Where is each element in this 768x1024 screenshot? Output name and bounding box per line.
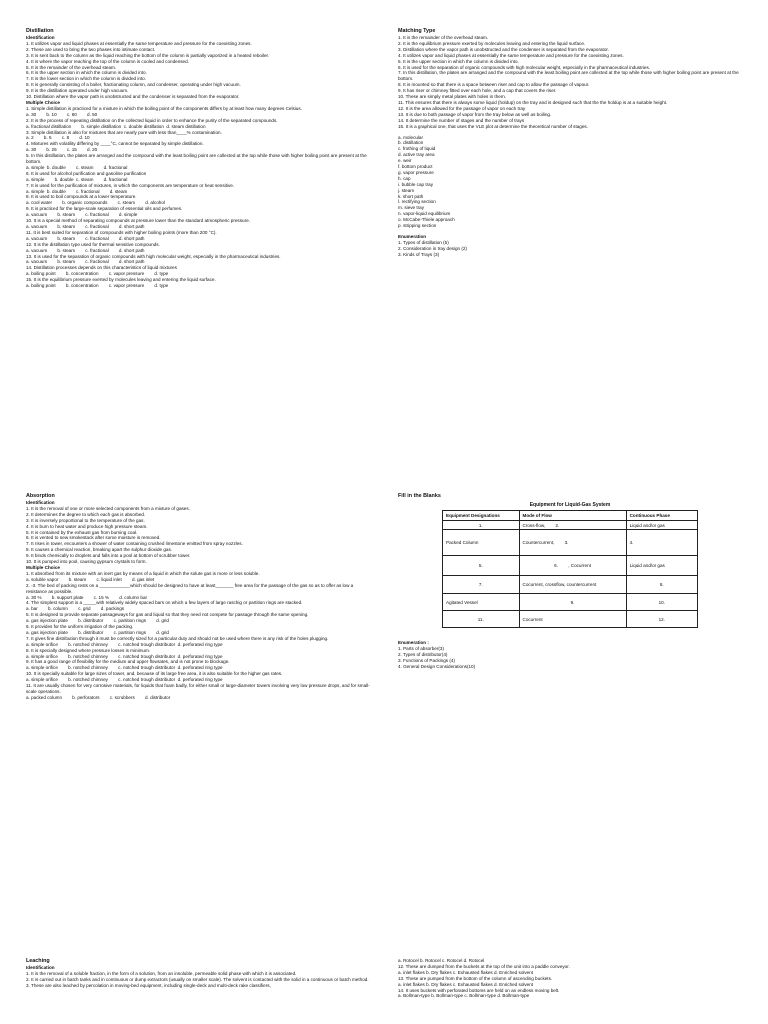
matching-type-section: [398, 28, 743, 258]
list-item: f. bottom product: [398, 164, 433, 170]
list-item: 8. It is generally consisting of a boiler, fractionating column, and condenser, operating under high vacuum.: [26, 82, 241, 88]
answer-options: a. 30 b. 25 c. 15 d. 20: [26, 147, 98, 153]
list-item: 1. It is the remainder of the overhead steam.: [398, 35, 489, 40]
section-title: Absorption: [26, 493, 55, 499]
list-item: 8. It causes a chemical reaction, breaking apart the sulphur dioxide gas.: [26, 547, 173, 553]
table-cell: Liquid and/or gas: [626, 556, 697, 576]
list-item: 6. It is the upper section in which the column is divided into.: [26, 70, 147, 76]
subsection-title: Identification: [26, 500, 55, 505]
list-item: l. rectifying section: [398, 199, 436, 205]
answer-options: a. simple orifice b. notched chimney c. notched trough distributor d. perforated ring type: [26, 641, 223, 647]
multiple-choice-list: [26, 106, 371, 289]
list-item: a. Rotocel b. Rotocel c. Rotocel d. Rotocel: [398, 958, 485, 963]
list-item: 8. It is mounted so that there is a space between riser and cap to allow the passage of vapour.: [398, 82, 590, 88]
table-cell: Cross-flow, 2.: [519, 521, 626, 530]
list-item: a. inlet flakes b. Dry flakes c. Exhausted flakes d. Enriched solvent: [398, 969, 534, 975]
list-item: 9. It binds chemically to droplets and falls into a pool at bottom of scrubber tower.: [26, 553, 191, 559]
distillation-section: [26, 28, 371, 289]
answer-options: a. cool water b. organic compounds c. steam d. alcohol: [26, 200, 165, 206]
section-title: Leaching: [26, 958, 50, 964]
identification-list: [26, 506, 371, 565]
column-header: Continuous Phase: [626, 511, 697, 521]
question: 12. It is the distillation type used for thermal sensitive compounds.: [26, 241, 160, 247]
list-item: 12. These are dumped from the buckets at the top of the unit into a paddle conveyor.: [398, 963, 570, 969]
list-item: 2. It is carried out in batch tanks and in continuous or dump extractors (usually on smaller scale). The solvent is contacted with the solid in a continuous or batch method.: [26, 976, 369, 982]
answer-options: a. vacuum b. steam c. fractional d. short path: [26, 247, 145, 253]
identification-list: [26, 971, 371, 989]
table-row: [443, 530, 698, 556]
list-item: 4. General Design Considerations(10): [398, 663, 476, 669]
question: 13. It is used for the separation of organic compounds with high molecular weight, especially in the pharmaceutical industries.: [26, 253, 281, 259]
list-item: 4. It utilizes vapor and liquid phases at essentially the same temperature and pressure for the coexisting zones.: [398, 52, 624, 58]
answer-options: a. vacuum b. steam c. fractional d. short path: [26, 224, 145, 229]
list-item: 10. These are simply metal plates with holes in them.: [398, 94, 506, 100]
list-item: 11. This ensures that there is always some liquid (holdup) on the tray and is designed such that the the holdup is at a suitable height.: [398, 99, 668, 105]
matching-choices-list: [398, 135, 743, 230]
table-cell: 1.: [443, 521, 520, 530]
list-item: 7. It rises in tower, encounters a shower of water containing crushed limestone emitted from spray nozzles.: [26, 541, 243, 547]
list-item: 5. It is the upper section in which the column is divided into.: [398, 58, 519, 64]
list-item: 9. It has riser or chimney fitted over each hole, and a cap that covers the riser.: [398, 88, 557, 94]
list-item: k. short path: [398, 193, 424, 199]
question: 11. It is best suited for separation of compounds with higher boiling points (more than 200 °C).: [26, 229, 217, 235]
table-header-row: [443, 511, 698, 521]
table-row: [443, 576, 698, 594]
question: 7. It is used for the purification of mixtures, in which the components are temperature or heat sensitive.: [26, 182, 235, 188]
list-item: p. stripping section: [398, 223, 437, 229]
answer-options: a. gas injection plate b. distributor c. partition rings d. grid: [26, 618, 169, 624]
column-header: Mode of Flow: [519, 511, 626, 521]
answer-options: a. simple orifice b. notched chimney c. notched trough distributor d. perforated ring type: [26, 665, 223, 671]
list-item: 9. It is the distillation operated under high vacuum.: [26, 88, 129, 94]
fill-blanks-section: [398, 493, 743, 500]
subsection-title: Identification: [26, 35, 55, 40]
list-item: 10. It is pumped into pool, causing gypsum crystals to form.: [26, 559, 147, 565]
list-item: 14. It uses buckets with perforated bottoms are held on an endless moving belt.: [398, 987, 560, 993]
list-item: 2. It is the equilibrium pressure exerted by molecules leaving and entering the liquid surface.: [398, 40, 586, 46]
table-cell: 9.: [519, 594, 626, 611]
table-cell: 11.: [443, 611, 520, 628]
list-item: 7. It is the lower section in which the column is divided into.: [26, 76, 147, 82]
answer-options: a. 30 b. 10 c. 60 d. 50: [26, 111, 98, 117]
table-cell: Cocurrent, crossflow, countercurrent: [519, 576, 626, 594]
section-title: Distillation: [26, 28, 54, 34]
table-cell: 5.: [443, 556, 520, 576]
list-item: 2. These are used to bring the two phases into intimate contact.: [26, 46, 156, 52]
answer-options: a. packed column b. perforators c. scrubbers d. distributor: [26, 694, 171, 700]
table-cell: 8.: [626, 576, 697, 594]
answer-options: a. vacuum b. steam c. fractional d. short path: [26, 259, 145, 265]
question: 6. It provides for the uniform irrigation of the packing.: [26, 624, 134, 630]
list-item: a. inlet flakes b. Dry flakes c. Exhausted flakes d. Enriched solvent: [398, 981, 534, 987]
question: 2. It is the process of repeating distillation on the collected liquid in order to enhance the purity of the separated compounds.: [26, 117, 278, 123]
list-item: 2. Consideration in tray design (2): [398, 245, 467, 251]
list-item: 1. Parts of absorber(3): [398, 645, 444, 651]
question: 2. -3. The bed of packing rests on a ____________which should be designed to have at least_______ free area for the passage of the gas so as to offer as low a resistance as possible.: [26, 582, 354, 594]
multiple-choice-list: [26, 571, 371, 701]
question: 4. The simplest support is a _____with relatively widely spaced bars on which a few layers of large raschig or partition rings are stacked.: [26, 600, 303, 606]
list-item: 5. It is contained by the exhaust gas from burning coal.: [26, 529, 138, 535]
list-item: 3. It is inversely proportional to the temperature of the gas.: [26, 517, 145, 523]
table-row: [443, 556, 698, 576]
question: 5. It is designed to provide separate passageways for gas and liquid so that they need not compete for passage through the same opening.: [26, 612, 309, 618]
matching-items-list: [398, 35, 743, 130]
list-item: 3. Kinds of Trays (3): [398, 251, 440, 257]
table-cell: Cocurrent: [519, 611, 626, 628]
list-item: a. Bollman-type b. Bollman-type c. Bollman-type d. Bollman-type: [398, 993, 530, 999]
enumeration-list: [398, 240, 743, 258]
list-item: 3. It is sent back to the column as the liquid reaching the bottom of the column is partially vaporized in a heated reboiler.: [26, 52, 270, 58]
list-item: 1. Types of distillation (5): [398, 239, 449, 245]
list-item: d. active tray area: [398, 152, 435, 158]
list-item: e. weir: [398, 158, 412, 164]
list-item: 6. It is used for the separation of organic compounds with high molecular weight, especially in the pharmaceutical industries.: [398, 64, 651, 70]
question: 8. It is specially designed where pressure losses is minimum.: [26, 647, 151, 653]
list-item: 1. It is the removal of a soluble fraction, in the form of a solution, from an insoluble, permeable solid phase with which it is associated.: [26, 970, 297, 976]
list-item: 4. It is burn to heat water and produce high pressure steam.: [26, 523, 148, 529]
enumeration-list: [398, 646, 743, 670]
enumeration-title: Enumeration: [398, 234, 427, 239]
answer-options: a. simple b. double c. steam d. fractional: [26, 176, 128, 182]
list-item: j. steam: [398, 187, 415, 193]
answer-options: a. 30 % b. support plate c. 15 % d. column bar: [26, 594, 148, 600]
column-header: Equipment Designations: [443, 511, 520, 521]
multiple-choice-list: [398, 958, 743, 999]
list-item: b. distillation: [398, 140, 424, 146]
question: 1. Simple distillation is practiced for a mixture in which the boiling point of the components differs by at least how many degrees Celsius.: [26, 105, 302, 111]
list-item: 3. Distillation where the vapor path is unobstructed and the condenser is separated from the evaporator.: [398, 46, 609, 52]
list-item: 14. It determine the number of stages and the number of trays: [398, 117, 525, 123]
table-title: Equipment for Liquid-Gas System: [529, 502, 611, 508]
list-item: 1. It is the removal of one or more selected components from a mixture of gases.: [26, 505, 190, 511]
section-title: Fill in the Blanks: [398, 493, 441, 499]
table-cell: Packed Column: [443, 530, 520, 556]
list-item: h. cap: [398, 175, 411, 181]
list-item: a. molecular: [398, 134, 424, 140]
subsection-title: Identification: [26, 965, 55, 970]
list-item: 6. It is vented to new smokestack after some moisture is removed.: [26, 535, 161, 541]
section-title: Matching Type: [398, 28, 436, 34]
list-item: m. sieve tray: [398, 205, 425, 211]
identification-list: [26, 41, 371, 100]
table-row: [443, 521, 698, 530]
list-item: 13. These are pumped from the bottom of the column of ascending buckets.: [398, 975, 553, 981]
subsection-title: Multiple Choice: [26, 99, 60, 105]
question: 8. It is used to boil compounds at a lower temperature.: [26, 194, 137, 200]
answer-options: a. simple b. double c. fractional d. steam: [26, 188, 128, 194]
list-item: i. bubble cap tray: [398, 181, 433, 187]
list-item: g. vapor pressure: [398, 169, 434, 175]
table-row: [443, 594, 698, 611]
table-cell: 4.: [626, 530, 697, 556]
leaching-section: [26, 958, 371, 989]
question: 15. It is the equilibrium pressure exerted by molecules leaving and entering the liquid surface.: [26, 277, 216, 283]
answer-options: a. bar b. column c. grid d. packings: [26, 606, 125, 612]
list-item: 4. It is where the vapor reaching the top of the column is cooled and condensed.: [26, 58, 189, 64]
table-cell: 7.: [443, 576, 520, 594]
question: 1. It absorbed from its mixture with an inert gas by means of a liquid in which the solute gas is more or less soluble.: [26, 570, 260, 576]
table-cell: Agitated Vessel: [443, 594, 520, 611]
answer-options: a. fractional distillation b. simple distillation c. double distillation d. steam distillation: [26, 123, 206, 129]
answer-options: a. 2 b. 5 c. 8 d. 10: [26, 135, 90, 141]
answer-options: a. boiling point b. concentration c. vapor pressure d. type: [26, 283, 169, 289]
answer-options: a. simple orifice b. notched chimney c. notched trough distributor d. perforated ring type: [26, 677, 223, 683]
leaching-mc-section: [398, 958, 743, 999]
table-cell: 10.: [626, 594, 697, 611]
table-cell: 6. , Cocurrent: [519, 556, 626, 576]
list-item: 12. It is the area allowed for the passage of vapor on each tray: [398, 105, 526, 111]
answer-options: a. gas injection plate b. distributor c. partition rings d. grid: [26, 629, 169, 635]
table-cell: Liquid and/or gas: [626, 521, 697, 530]
question: 9. It is practiced for the large-scale separation of essential oils and perfumes.: [26, 206, 183, 212]
question: 6. It is used for alcohol purification and gasoline purification: [26, 170, 147, 176]
answer-options: a. soluble vapor b. steam c. liquid inlet d. gas inlet: [26, 576, 155, 582]
answer-options: a. simple orifice b. notched chimney c. notched trough distributor d. perforated ring type: [26, 653, 223, 659]
list-item: c. frothing of liquid: [398, 146, 436, 152]
answer-options: a. boiling point b. concentration c. vapor pressure d. type: [26, 271, 169, 277]
question: 7. It gives fine distribution through it must be correctly sized for a particular duty and should not be used where there is any risk of the holes plugging.: [26, 635, 329, 641]
list-item: o. McCabe-Thiele approach: [398, 217, 455, 223]
question: 4. Mixtures with volatility differing by ____°C, cannot be separated by simple distillation.: [26, 141, 204, 147]
list-item: 7. In this distillation, the plates are arranged and the compound with the least boiling point are collected at the top while those with higher boiling point are present at the bottom.: [398, 70, 739, 82]
question: 3. Simple distillation is also for mixtures that are nearly pure with less than____% contamination.: [26, 129, 222, 135]
question: 10. It is a special method of separating compounds at pressure lower than the standard atmospheric pressure.: [26, 218, 250, 224]
question: 10. It is specially suitable for large sizes of tower, and, because of its large free area, it is also suitable for the higher gas rates.: [26, 671, 283, 677]
list-item: 3. These are also leached by percolation in moving-bed equipment, including single-deck and multi-deck rake classifiers,: [26, 982, 271, 988]
absorption-section: [26, 493, 371, 701]
list-item: n. vapor-liquid equilibrium: [398, 211, 451, 217]
list-item: 2. It determines the degree to which each gas is absorbed.: [26, 511, 146, 517]
list-item: 3. Functions of Packings (4): [398, 657, 455, 663]
answer-options: a. vacuum b. steam c. fractional d. simple: [26, 212, 138, 218]
equipment-table: [442, 510, 698, 628]
enumeration-title: Enumeration :: [398, 640, 429, 645]
table-cell: Countercurrent, 3.: [519, 530, 626, 556]
list-item: 2. Types of distributor(4): [398, 651, 448, 657]
question: 5. In this distillation, the plates are arranged and the compound with the least boiling point are collected at the top while those with higher boiling point are present at the bottom.: [26, 153, 367, 165]
table-cell: 12.: [626, 611, 697, 628]
list-item: 13. It is due to both passage of vapor from the tray below as well as boiling.: [398, 111, 552, 117]
list-item: 10. Distillation where the vapor path is unobstructed and the condenser is separated from the evaporator.: [26, 94, 240, 100]
list-item: 5. It is the remainder of the overhead steam.: [26, 64, 117, 70]
question: 9. It has a good range of flexibility for the medium and upper flowrates, and is not prone to blockage.: [26, 659, 230, 665]
question: 14. Distillation processes depends on this characteristics of liquid mixtures: [26, 265, 177, 271]
enumeration-section: [398, 640, 743, 670]
answer-options: a. vacuum b. steam c. fractional d. short path: [26, 235, 145, 241]
answer-options: a. simple b. double c. steam d. fractional: [26, 164, 128, 170]
table-row: [443, 611, 698, 628]
subsection-title: Multiple Choice: [26, 564, 60, 570]
question: 11. It are usually chosen for very corrosive materials, for liquids that foam badly, for either small or large-diameter towers involving very low pressure drops, and for small-scale operations.: [26, 683, 370, 694]
list-item: 1. It utilizes vapor and liquid phases at essentially the same temperature and pressure for the coexisting zones.: [26, 40, 252, 46]
list-item: 15. It is a graphical one, that uses the VLE plot at determine the theoretical number of stages.: [398, 123, 588, 129]
